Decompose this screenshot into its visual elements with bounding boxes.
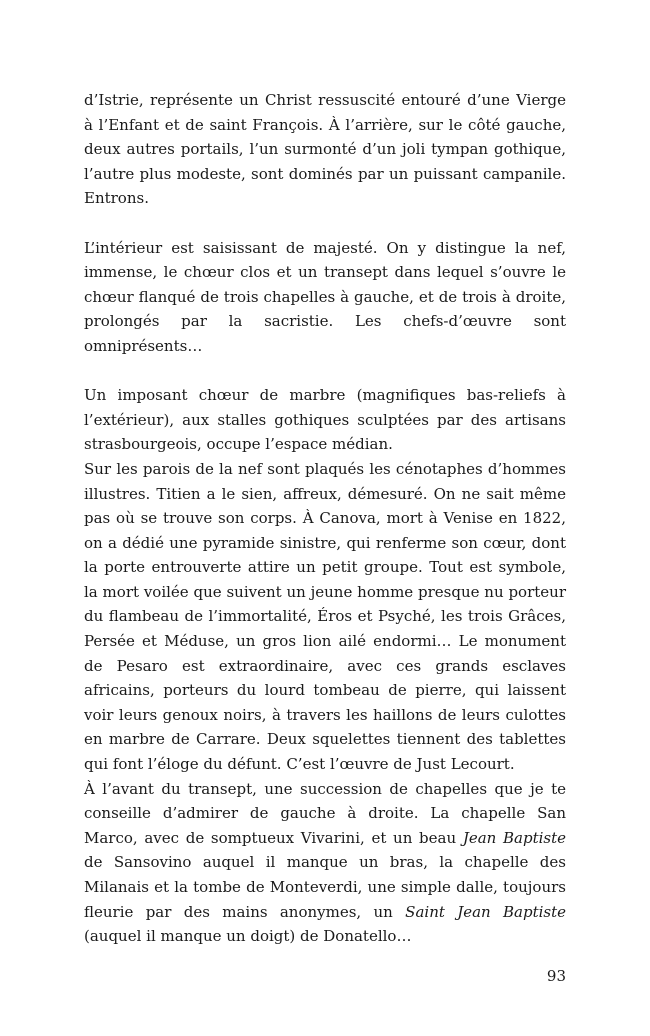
paragraph-5-text-b: de Sansovino auquel il manque un bras, la chapelle des Milanais et la tombe de Monteverdi, une simple dalle, toujours fleurie par des mains anonymes, un [84,853,566,921]
paragraph-5 [84,777,566,949]
paragraph-5-text-a: À l’avant du transept, une succession de chapelles que je te conseille d’admirer de gauche à droite. La chapelle San Marco, avec de somptueux Vivarini, et un beau [84,779,566,847]
paragraph-2 [84,236,566,359]
paragraph-4 [84,457,566,777]
paragraph-1 [84,88,566,211]
artwork-title-jean-baptiste: Jean Baptiste [462,828,566,847]
paragraph-4-text: Sur les parois de la nef sont plaqués les cénotaphes d’hommes illustres. Titien a le sien, affreux, démesuré. On ne sait même pas où se trouve son corps. À Canova, mort à Venise en 1822, on a dédié une pyramide sinistre, qui renferme son cœur, dont la porte entrouverte attire un petit groupe. Tout est symbole, la mort voilée que suivent un jeune homme presque nu porteur du flambeau de l’immortalité, Éros et Psyché, les trois Grâces, Persée et Méduse, un gros lion ailé endormi… Le monument de Pesaro est extraordinaire, avec ces grands esclaves africains, porteurs du lourd tombeau de pierre, qui laissent voir leurs genoux noirs, à travers les haillons de leurs culottes en marbre de Carrare. Deux squelettes tiennent des tablettes qui font l’éloge du défunt. C’est l’œuvre de Just Lecourt. [84,459,566,774]
page-number: 93 [546,967,566,985]
paragraph-5-text-c: (auquel il manque un doigt) de Donatello… [84,927,412,946]
paragraph-3-text: Un imposant chœur de marbre (magnifiques bas-reliefs à l’extérieur), aux stalles gothiques sculptées par des artisans strasbourgeois, occupe l’espace médian. [84,386,566,454]
page-body [84,88,566,949]
paragraph-3 [84,383,566,457]
artwork-title-saint-jean-baptiste: Saint Jean Baptiste [405,902,566,921]
paragraph-2-text: L’intérieur est saisissant de majesté. On y distingue la nef, immense, le chœur clos et un transept dans lequel s’ouvre le chœur flanqué de trois chapelles à gauche, et de trois à droite, prolongés par la sacristie. Les chefs-d’œuvre sont omniprésents… [84,238,566,355]
paragraph-1-text: d’Istrie, représente un Christ ressuscité entouré d’une Vierge à l’Enfant et de saint François. À l’arrière, sur le côté gauche, deux autres portails, l’un surmonté d’un joli tympan gothique, l’autre plus modeste, sont dominés par un puissant campanile. Entrons. [84,91,566,208]
